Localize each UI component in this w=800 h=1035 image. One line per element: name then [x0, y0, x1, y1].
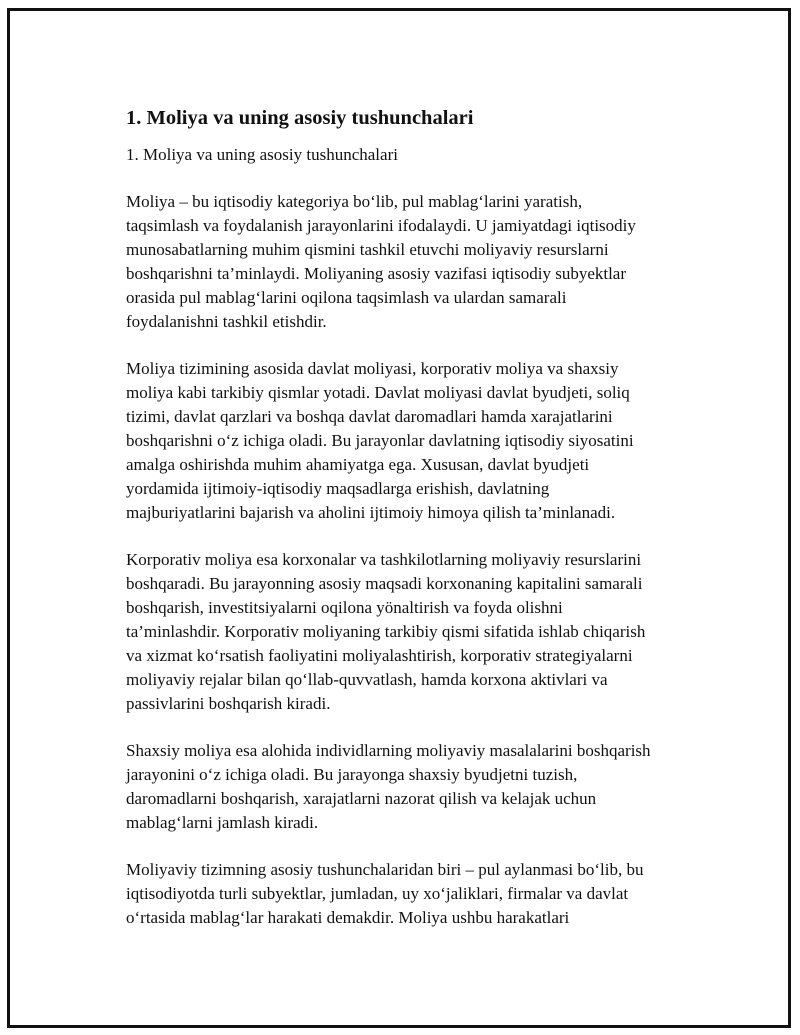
paragraph-line: iqtisodiyotda turli subyektlar, jumladan, uy xo‘jaliklari, firmalar va davlat: [126, 884, 629, 903]
paragraph-line: munosabatlarning muhim qismini tashkil etuvchi moliyaviy resurslarni: [126, 240, 609, 259]
paragraph-1: [126, 190, 706, 334]
paragraph-line: Moliya – bu iqtisodiy kategoriya bo‘lib, pul mablag‘larini yaratish,: [126, 192, 583, 211]
paragraph-line: boshqaradi. Bu jarayonning asosiy maqsadi korxonaning kapitalini samarali: [126, 574, 643, 593]
paragraph-line: boshqarishni ta’minlaydi. Moliyaning asosiy vazifasi iqtisodiy subyektlar: [126, 264, 627, 283]
paragraph-line: orasida pul mablag‘larini oqilona taqsimlash va ulardan samarali: [126, 288, 567, 307]
paragraph-line: Korporativ moliya esa korxonalar va tashkilotlarning moliyaviy resurslarini: [126, 550, 642, 569]
paragraph-4: [126, 739, 706, 835]
paragraph-line: va xizmat ko‘rsatish faoliyatini moliyalashtirish, korporativ strategiyalarni: [126, 646, 633, 665]
paragraph-line: moliya kabi tarkibiy qismlar yotadi. Davlat moliyasi davlat byudjeti, soliq: [126, 383, 630, 402]
paragraph-line: majburiyatlarini bajarish va aholini ijtimoiy himoya qilish ta’minlanadi.: [126, 503, 616, 522]
paragraph-line: passivlarini boshqarish kiradi.: [126, 694, 331, 713]
paragraph-line: Moliya tizimining asosida davlat moliyasi, korporativ moliya va shaxsiy: [126, 359, 619, 378]
document-heading: 1. Moliya va uning asosiy tushunchalari: [126, 107, 474, 129]
paragraph-line: taqsimlash va foydalanish jarayonlarini ifodalaydi. U jamiyatdagi iqtisodiy: [126, 216, 636, 235]
paragraph-line: moliyaviy rejalar bilan qo‘llab-quvvatlash, hamda korxona aktivlari va: [126, 670, 608, 689]
paragraph-line: amalga oshirishda muhim ahamiyatga ega. Xususan, davlat byudjeti: [126, 455, 590, 474]
paragraph-line: ta’minlashdir. Korporativ moliyaning tarkibiy qismi sifatida ishlab chiqarish: [126, 622, 646, 641]
paragraph-line: o‘rtasida mablag‘lar harakati demakdir. Moliya ushbu harakatlari: [126, 908, 570, 927]
paragraph-2: [126, 357, 706, 525]
paragraph-line: yordamida ijtimoiy-iqtisodiy maqsadlarga erishish, davlatning: [126, 479, 550, 498]
paragraph-3: [126, 548, 706, 716]
paragraph-line: boshqarish, investitsiyalarni oqilona yönaltirish va foyda olishni: [126, 598, 563, 617]
paragraph-line: jarayonini o‘z ichiga oladi. Bu jarayonga shaxsiy byudjetni tuzish,: [126, 765, 578, 784]
paragraph-line: foydalanishni tashkil etishdir.: [126, 312, 327, 331]
paragraph-5: [126, 858, 706, 930]
document-subheading: 1. Moliya va uning asosiy tushunchalari: [126, 145, 398, 164]
document-body: [126, 105, 706, 953]
paragraph-line: tizimi, davlat qarzlari va boshqa davlat daromadlari hamda xarajatlarini: [126, 407, 613, 426]
paragraph-line: Moliyaviy tizimning asosiy tushunchalaridan biri – pul aylanmasi bo‘lib, bu: [126, 860, 644, 879]
paragraph-line: mablag‘larni jamlash kiradi.: [126, 813, 319, 832]
paragraph-line: daromadlarni boshqarish, xarajatlarni nazorat qilish va kelajak uchun: [126, 789, 597, 808]
document-page: [7, 8, 791, 1028]
paragraph-list: [126, 190, 706, 930]
paragraph-line: boshqarishni o‘z ichiga oladi. Bu jarayonlar davlatning iqtisodiy siyosatini: [126, 431, 634, 450]
paragraph-line: Shaxsiy moliya esa alohida individlarning moliyaviy masalalarini boshqarish: [126, 741, 651, 760]
